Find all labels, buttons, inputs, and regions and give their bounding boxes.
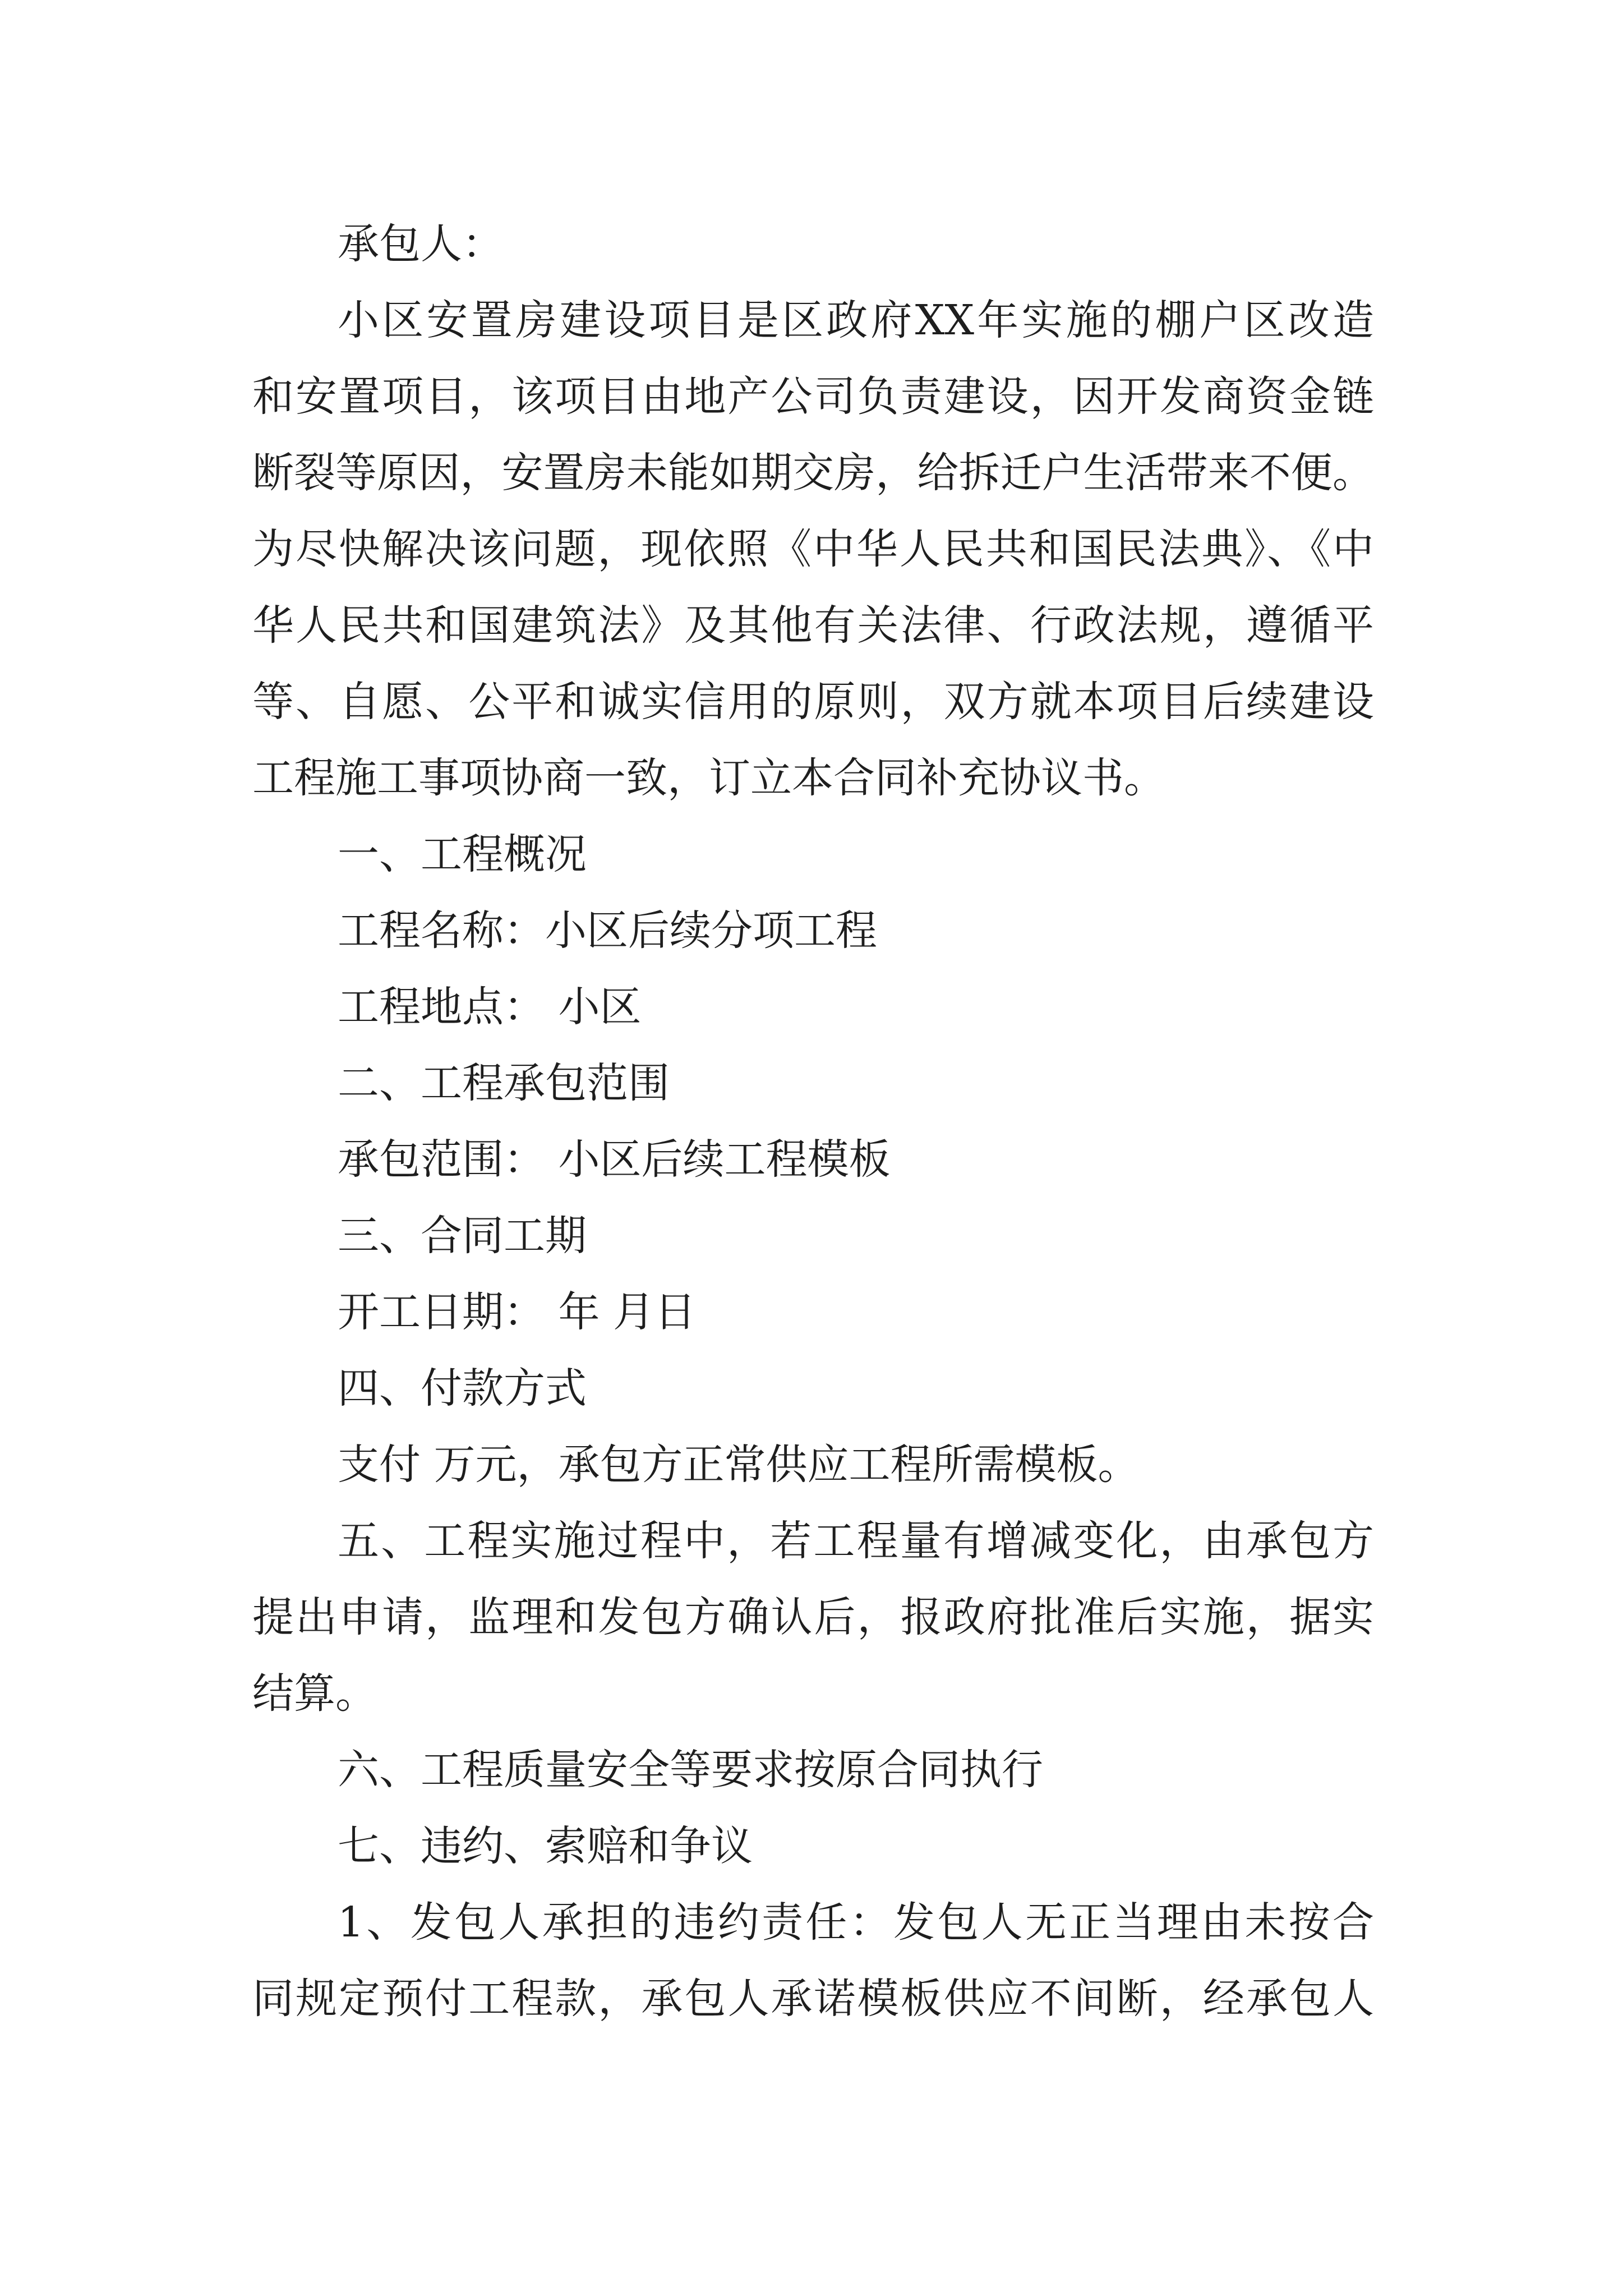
preamble-line-3: 断裂等原因，安置房未能如期交房，给拆迁户生活带来不便。 (252, 449, 1374, 497)
section-heading-6: 六、工程质量安全等要求按原合同执行 (338, 1746, 1043, 1794)
start-date-line: 开工日期： 年 月日 (338, 1288, 697, 1336)
clause-1-line-1: 1、发包人承担的违约责任：发包人无正当理由未按合 (338, 1898, 1374, 1947)
section-heading-3: 三、合同工期 (338, 1212, 587, 1260)
section-heading-4: 四、付款方式 (338, 1364, 587, 1412)
clause-1-line-2: 同规定预付工程款，承包人承诺模板供应不间断，经承包人 (252, 1975, 1374, 2023)
preamble-line-2: 和安置项目，该项目由地产公司负责建设，因开发商资金链 (252, 372, 1374, 421)
section-heading-7: 七、违约、索赔和争议 (338, 1822, 753, 1870)
contract-scope-line: 承包范围： 小区后续工程模板 (338, 1135, 891, 1184)
preamble-line-4: 为尽快解决该问题，现依照《中华人民共和国民法典》、《中 (252, 525, 1374, 573)
section-heading-1: 一、工程概况 (338, 830, 587, 878)
project-location-line: 工程地点： 小区 (338, 983, 642, 1031)
preamble-line-7: 工程施工事项协商一致，订立本合同补充协议书。 (252, 754, 1165, 802)
preamble-line-1: 小区安置房建设项目是区政府XX年实施的棚户区改造 (338, 296, 1374, 344)
section-5-line-1: 五、工程实施过程中，若工程量有增减变化，由承包方 (338, 1517, 1374, 1565)
recipient-line: 承包人： (338, 220, 504, 268)
section-heading-2: 二、工程承包范围 (338, 1059, 670, 1107)
preamble-line-6: 等、自愿、公平和诚实信用的原则，双方就本项目后续建设 (252, 678, 1374, 726)
section-5-line-3: 结算。 (252, 1669, 377, 1718)
section-5-line-2: 提出申请，监理和发包方确认后，报政府批准后实施，据实 (252, 1593, 1374, 1641)
project-name-line: 工程名称：小区后续分项工程 (338, 907, 877, 955)
preamble-line-5: 华人民共和国建筑法》及其他有关法律、行政法规，遵循平 (252, 601, 1374, 650)
payment-line: 支付 万元，承包方正常供应工程所需模板。 (338, 1441, 1140, 1489)
